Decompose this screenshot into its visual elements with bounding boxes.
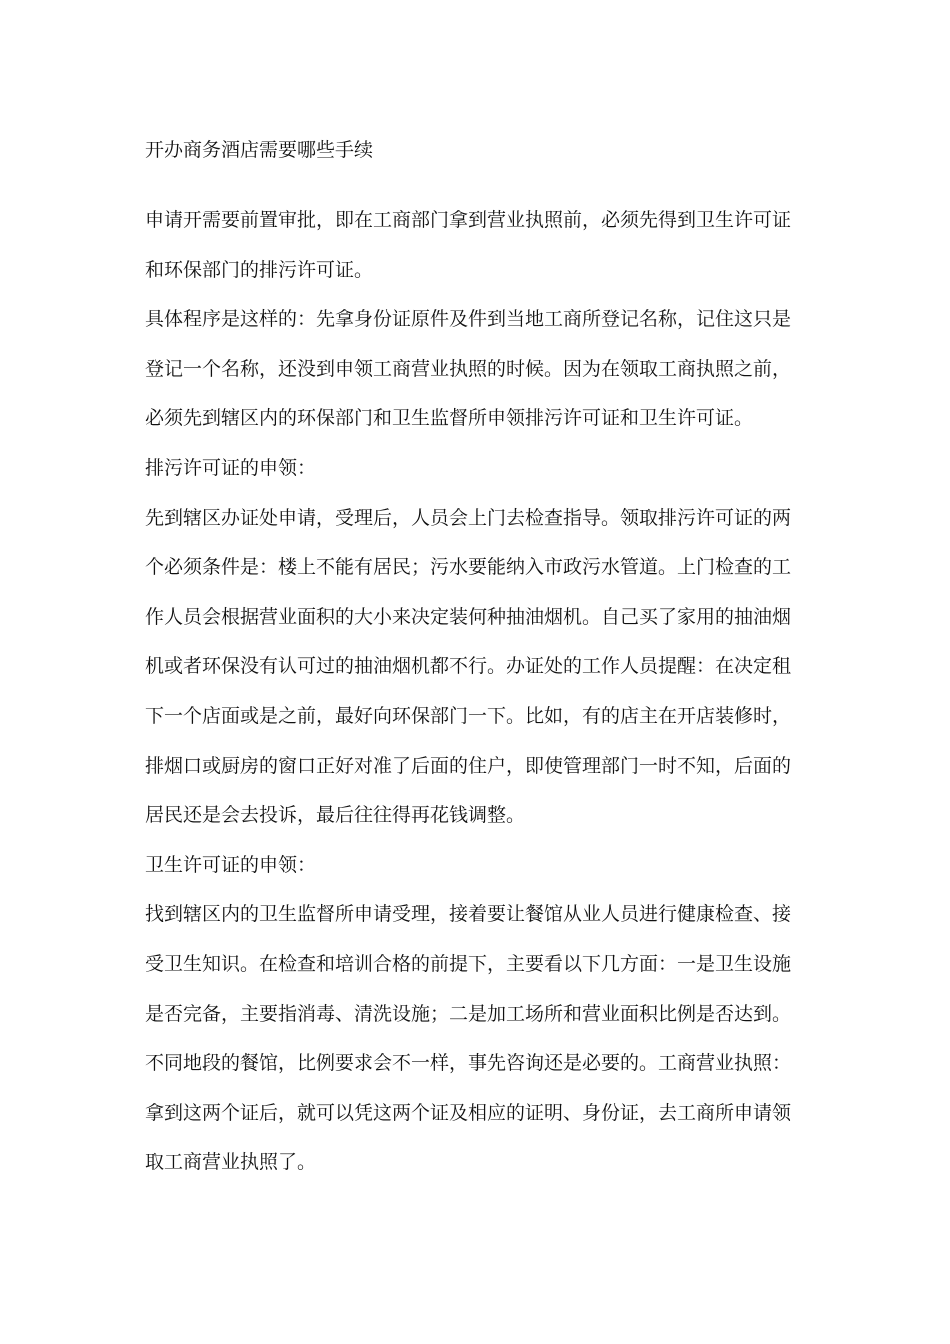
document-title: 开办商务酒店需要哪些手续 [145,139,374,161]
body-line: 先到辖区办证处申请，受理后，人员会上门去检查指导。领取排污许可证的两 [145,506,792,529]
section-heading-health-permit: 卫生许可证的申领： [145,853,317,876]
body-line: 居民还是会去投诉，最后往往得再花钱调整。 [145,804,526,827]
body-line: 不同地段的餐馆，比例要求会不一样，事先咨询还是必要的。工商营业执照： [145,1052,792,1075]
document-content [145,134,805,1188]
body-line: 登记一个名称，还没到申领工商营业执照的时候。因为在领取工商执照之前， [145,357,792,380]
document-body [145,196,805,1188]
body-line: 下一个店面或是之前，最好向环保部门一下。比如，有的店主在开店装修时， [145,704,792,727]
body-line: 机或者环保没有认可过的抽油烟机都不行。办证处的工作人员提醒：在决定租 [145,655,792,678]
body-line: 找到辖区内的卫生监督所申请受理，接着要让餐馆从业人员进行健康检查、接 [145,903,792,926]
section-heading-pollution-permit: 排污许可证的申领： [145,456,317,479]
body-line: 个必须条件是：楼上不能有居民；污水要能纳入市政污水管道。上门检查的工 [145,556,792,579]
body-line: 申请开需要前置审批，即在工商部门拿到营业执照前，必须先得到卫生许可证 [145,209,792,231]
body-line: 必须先到辖区内的环保部门和卫生监督所申领排污许可证和卫生许可证。 [145,407,754,430]
body-line: 作人员会根据营业面积的大小来决定装何种抽油烟机。自己买了家用的抽油烟 [145,605,792,628]
body-line: 是否完备，主要指消毒、清洗设施；二是加工场所和营业面积比例是否达到。 [145,1002,792,1025]
body-line: 排烟口或厨房的窗口正好对准了后面的住户，即使管理部门一时不知，后面的 [145,754,792,777]
body-line: 拿到这两个证后，就可以凭这两个证及相应的证明、身份证，去工商所申请领 [145,1101,792,1124]
body-line: 取工商营业执照了。 [145,1151,317,1174]
body-line: 和环保部门的排污许可证。 [145,258,374,281]
body-line: 受卫生知识。在检查和培训合格的前提下，主要看以下几方面：一是卫生设施 [145,952,792,975]
body-line: 具体程序是这样的：先拿身份证原件及件到当地工商所登记名称，记住这只是 [145,308,792,331]
